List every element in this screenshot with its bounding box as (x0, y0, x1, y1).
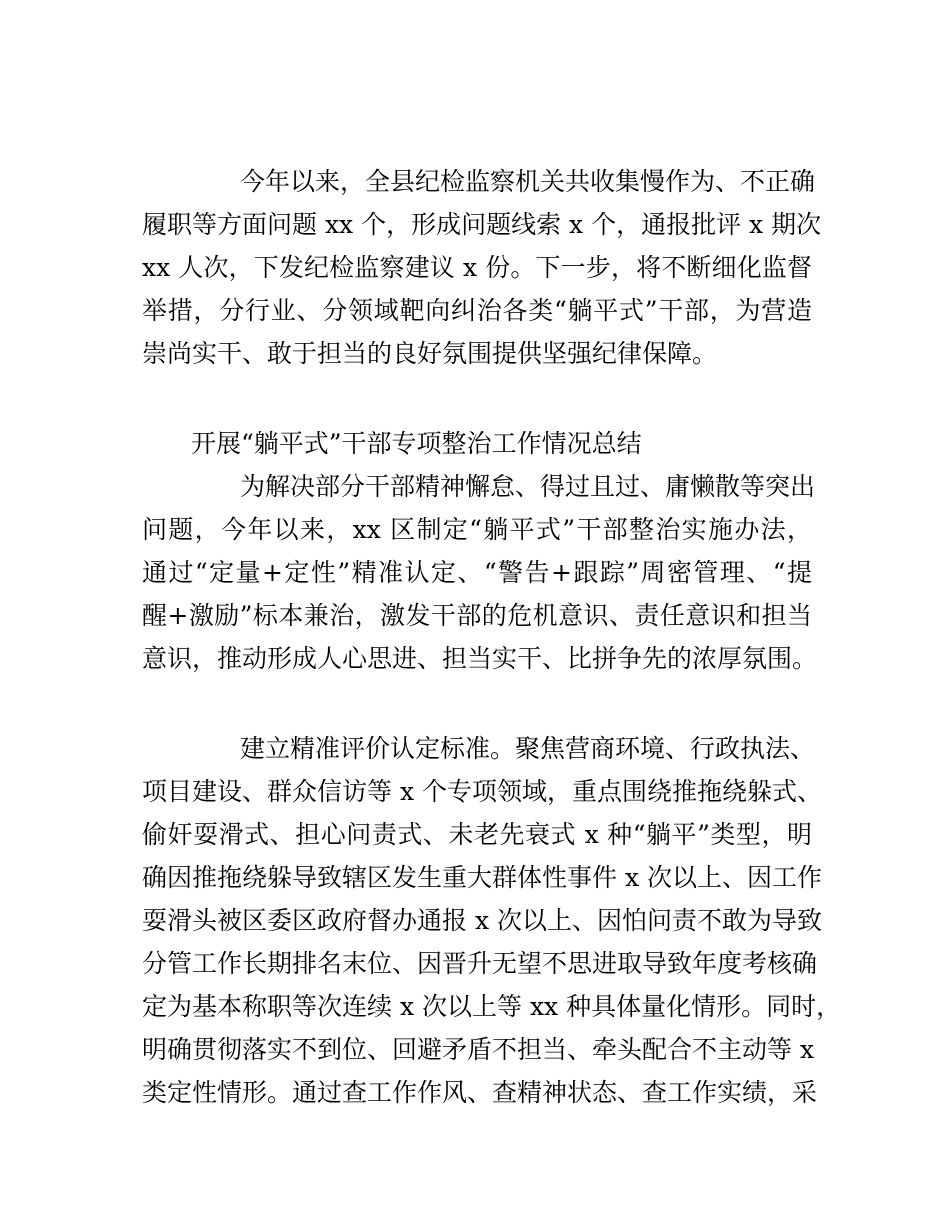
paragraph-1-line-3: xx 人次，下发纪检监察建议 x 份。下一步，将不断细化监督 (142, 253, 812, 282)
paragraph-1-line-4: 举措，分行业、分领域靶向纠治各类“躺平式”干部，为营造 (142, 296, 812, 325)
paragraph-1-line-5: 崇尚实干、敢于担当的良好氛围提供坚强纪律保障。 (142, 339, 718, 368)
paragraph-3-line-8: 明确贯彻落实不到位、回避矛盾不担当、牵头配合不主动等 x (142, 1035, 815, 1064)
paragraph-3-line-2: 项目建设、群众信访等 x 个专项领域，重点围绕推拖绕躲式、 (142, 777, 822, 806)
paragraph-2-line-2: 问题，今年以来，xx 区制定“躺平式”干部整治实施办法， (142, 515, 812, 544)
paragraph-3-line-9: 类定性情形。通过查工作作风、查精神状态、查工作实绩，采 (142, 1078, 818, 1107)
paragraph-1-line-2: 履职等方面问题 xx 个，形成问题线索 x 个，通报批评 x 期次 (142, 210, 822, 239)
paragraph-3-line-3: 偷奸耍滑式、担心问责式、未老先衰式 x 种“躺平”类型，明 (142, 820, 812, 849)
paragraph-2-line-3: 通过“定量+定性”精准认定、“警告+跟踪”周密管理、“提 (142, 558, 812, 587)
paragraph-2-line-1: 为解决部分干部精神懈怠、得过且过、庸懒散等突出 (240, 472, 816, 501)
paragraph-2-line-5: 意识，推动形成人心思进、担当实干、比拼争先的浓厚氛围。 (142, 644, 818, 673)
paragraph-1-line-1: 今年以来，全县纪检监察机关共收集慢作为、不正确 (240, 167, 816, 196)
paragraph-3-line-4: 确因推拖绕躲导致辖区发生重大群体性事件 x 次以上、因工作 (142, 863, 822, 892)
paragraph-2-line-4: 醒+激励”标本兼治，激发干部的危机意识、责任意识和担当 (142, 601, 812, 630)
section-title: 开展“躺平式”干部专项整治工作情况总结 (191, 429, 642, 458)
paragraph-3-line-5: 耍滑头被区委区政府督办通报 x 次以上、因怕问责不敢为导致 (142, 906, 822, 935)
paragraph-3-line-7: 定为基本称职等次连续 x 次以上等 xx 种具体量化情形。同时， (142, 992, 842, 1021)
paragraph-3-line-6: 分管工作长期排名末位、因晋升无望不思进取导致年度考核确 (142, 949, 818, 978)
paragraph-3-line-1: 建立精准评价认定标准。聚焦营商环境、行政执法、 (240, 734, 816, 763)
